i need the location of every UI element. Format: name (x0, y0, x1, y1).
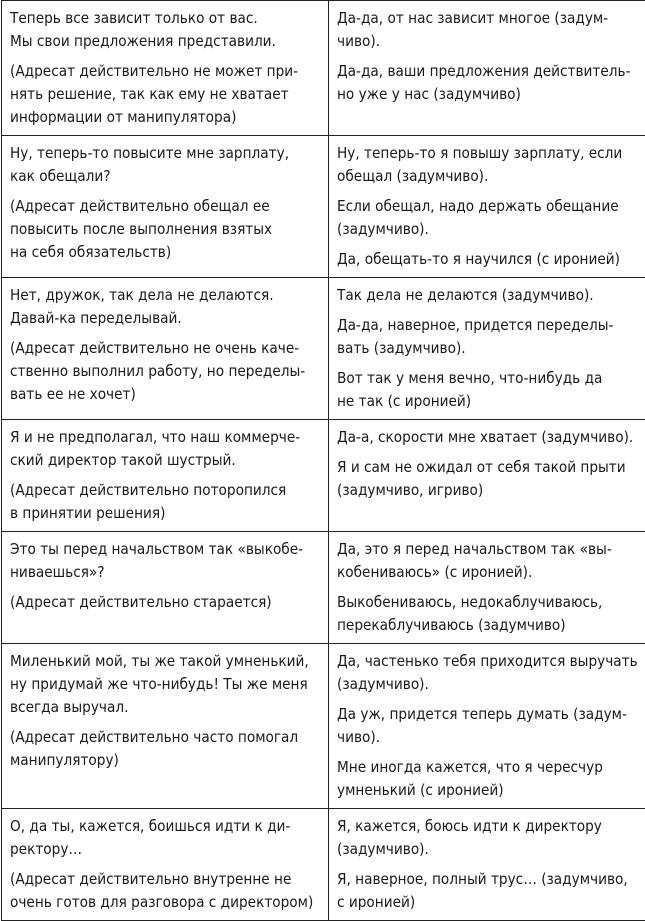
paragraph: Так дела не делаются (задумчиво). (337, 284, 645, 307)
paragraph: (Адресат действительно внутренне не очень готов для разговора с директором) (10, 868, 320, 914)
response-cell (329, 644, 645, 809)
paragraph: (Адресат действительно поторопился в принятии решения) (10, 479, 320, 525)
paragraph: (Адресат действительно обещал ее повысить после выполнения взятых на себя обязательств) (10, 195, 320, 264)
paragraph: Да, обещать-то я научился (с иронией) (337, 248, 645, 271)
response-cell (329, 809, 645, 921)
paragraph: Я и не предполагал, что наш коммерче- ский директор такой шустрый. (10, 426, 320, 472)
paragraph: О, да ты, кажется, боишься идти к ди- ректору… (10, 815, 320, 861)
paragraph: Это ты перед начальством так «выкобе- ниваешься»? (10, 538, 320, 584)
manipulator-cell (2, 136, 329, 278)
paragraph: (Адресат действительно старается) (10, 591, 320, 614)
response-cell (329, 278, 645, 420)
paragraph: Да, это я перед начальством так «вы- кобениваюсь» (с иронией). (337, 538, 645, 584)
paragraph: Ну, теперь-то я повышу зарплату, если обещал (задумчиво). (337, 142, 645, 188)
paragraph: (Адресат действительно часто помогал манипулятору) (10, 726, 320, 772)
paragraph: Да-а, скорости мне хватает (задумчиво). (337, 426, 645, 449)
paragraph: Если обещал, надо держать обещание (задумчиво). (337, 195, 645, 241)
response-cell (329, 532, 645, 644)
paragraph: (Адресат действительно не очень каче- ственно выполнил работу, но переделы- вать ее не хочет) (10, 337, 320, 406)
paragraph: Мне иногда кажется, что я чересчур умненький (с иронией) (337, 756, 645, 802)
paragraph: Выкобениваюсь, недокаблучиваюсь, перекаблучиваюсь (задумчиво) (337, 591, 645, 637)
table-row (2, 420, 645, 532)
paragraph: Ну, теперь-то повысите мне зарплату, как обещали? (10, 142, 320, 188)
manipulator-cell (2, 278, 329, 420)
paragraph: Я и сам не ожидал от себя такой прыти (задумчиво, игриво) (337, 456, 645, 502)
paragraph: (Адресат действительно не может при- нять решение, так как ему не хватает информации от манипулятора) (10, 60, 320, 129)
manipulator-cell (2, 532, 329, 644)
table-row (2, 809, 645, 921)
paragraph: Да-да, наверное, придется переделы- вать (задумчиво). (337, 314, 645, 360)
paragraph: Теперь все зависит только от вас. Мы свои предложения представили. (10, 7, 320, 53)
table-row (2, 644, 645, 809)
paragraph: Да-да, от нас зависит многое (задум- чиво). (337, 7, 645, 53)
table-row (2, 1, 645, 136)
manipulator-cell (2, 809, 329, 921)
paragraph: Да, частенько тебя приходится выручать (задумчиво). (337, 650, 645, 696)
paragraph: Миленький мой, ты же такой умненький, ну придумай же что-нибудь! Ты же меня всегда выручал. (10, 650, 320, 719)
response-cell (329, 136, 645, 278)
paragraph: Я, кажется, боюсь идти к директору (задумчиво). (337, 815, 645, 861)
table-row (2, 278, 645, 420)
table-row (2, 532, 645, 644)
dialogue-table (1, 0, 645, 921)
paragraph: Я, наверное, полный трус… (задумчиво, с иронией) (337, 868, 645, 914)
paragraph: Да уж, придется теперь думать (задум- чиво). (337, 703, 645, 749)
manipulator-cell (2, 644, 329, 809)
paragraph: Вот так у меня вечно, что-нибудь да не так (с иронией) (337, 367, 645, 413)
response-cell (329, 1, 645, 136)
manipulator-cell (2, 1, 329, 136)
table-row (2, 136, 645, 278)
paragraph: Нет, дружок, так дела не делаются. Давай-ка переделывай. (10, 284, 320, 330)
paragraph: Да-да, ваши предложения действитель- но уже у нас (задумчиво) (337, 60, 645, 106)
response-cell (329, 420, 645, 532)
manipulator-cell (2, 420, 329, 532)
